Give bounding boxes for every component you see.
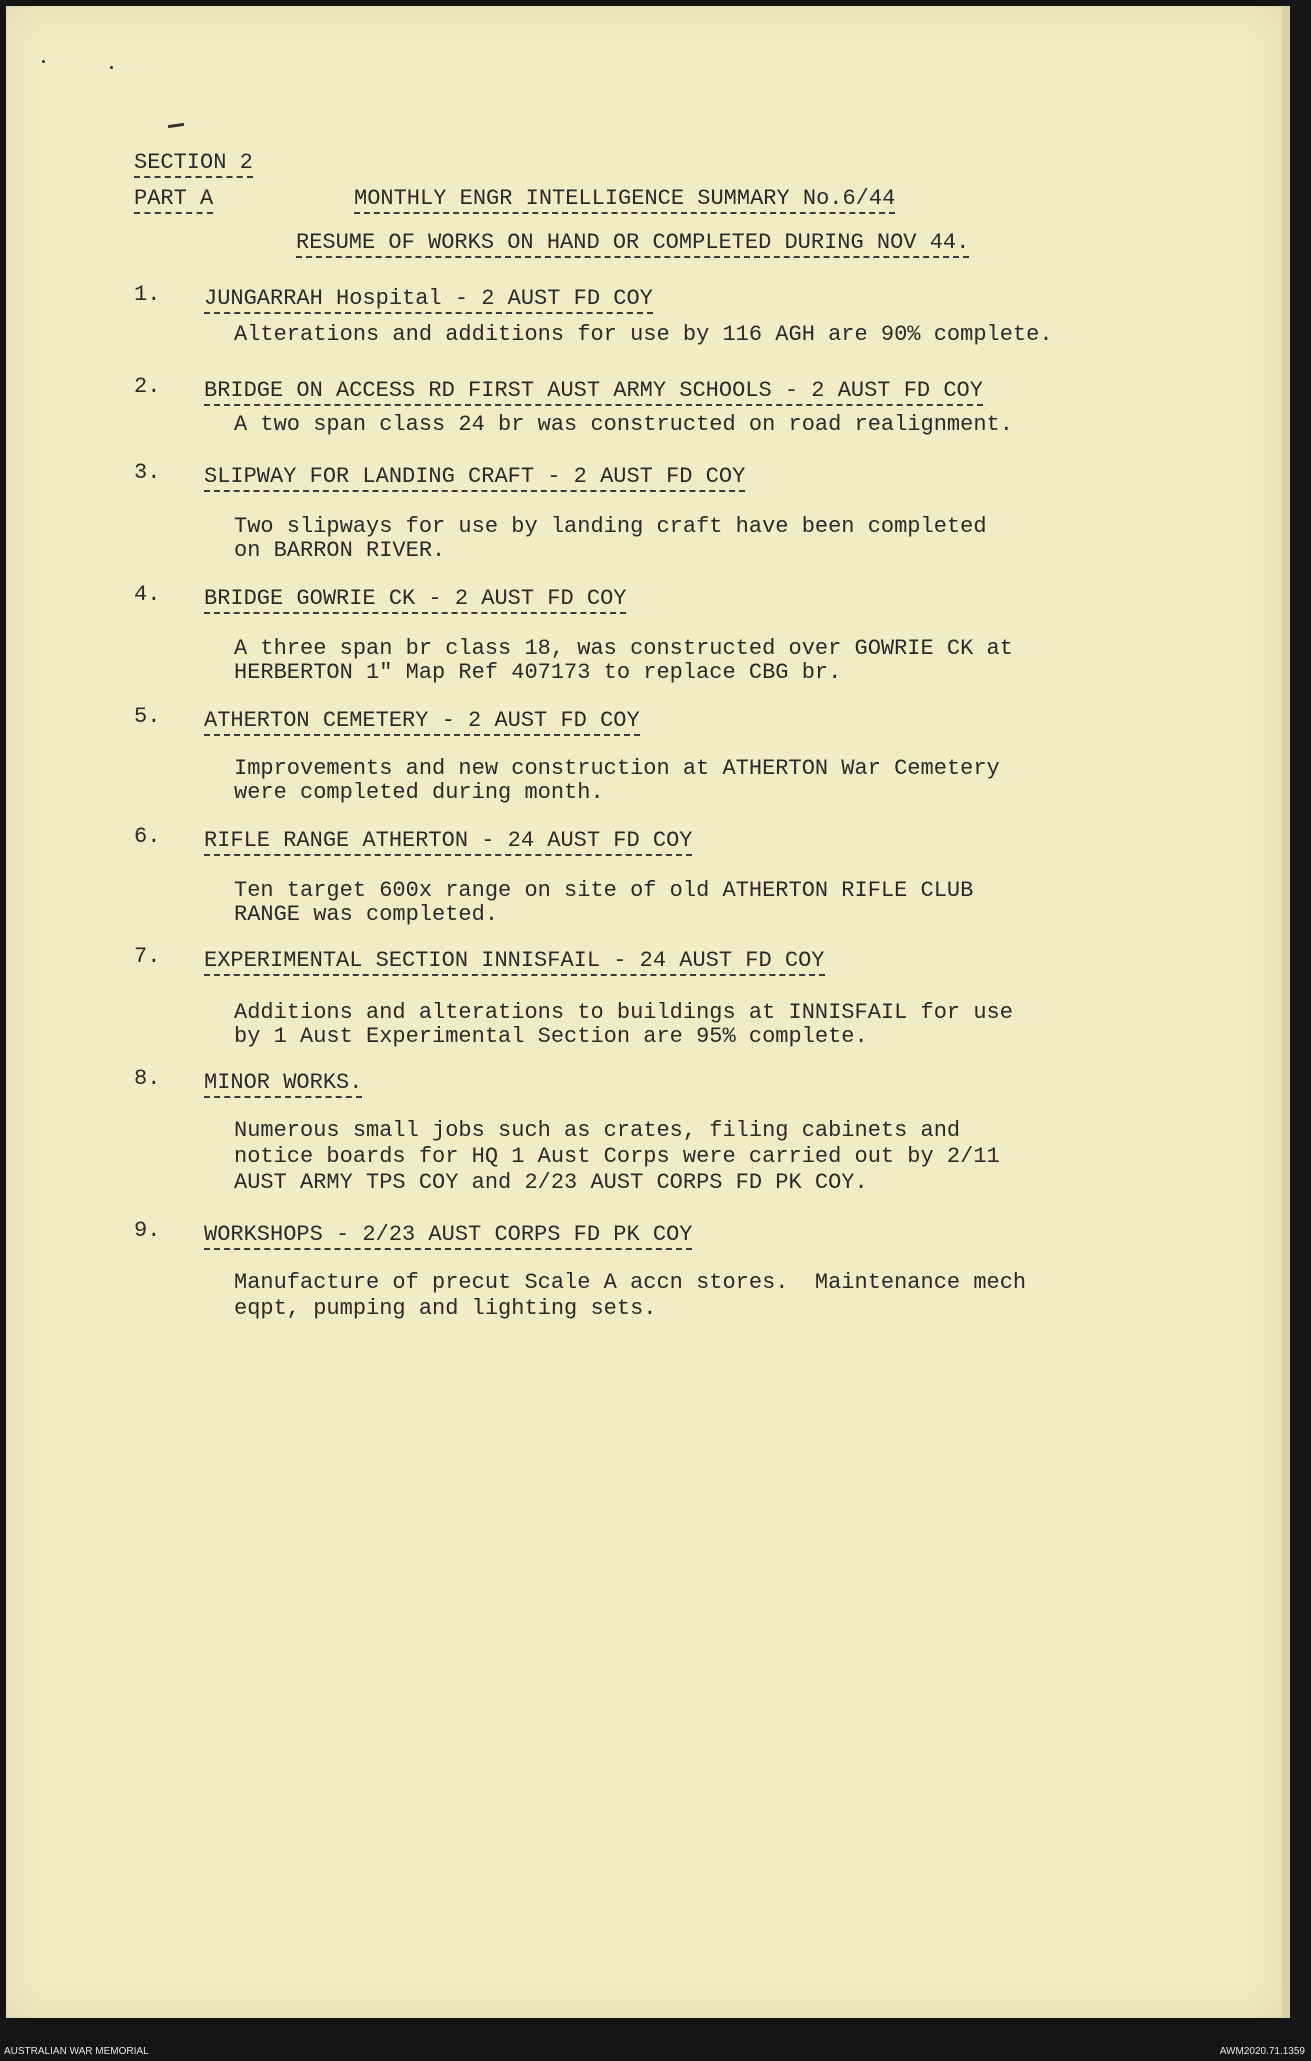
item-heading: RIFLE RANGE ATHERTON - 24 AUST FD COY	[204, 828, 692, 854]
item-number: 9.	[134, 1218, 161, 1243]
item-number: 7.	[134, 944, 161, 969]
item-text: Two slipways for use by landing craft have been completed	[234, 514, 987, 539]
item-text: eqpt, pumping and lighting sets.	[234, 1296, 657, 1321]
item-text: Numerous small jobs such as crates, filing cabinets and	[234, 1118, 961, 1143]
part-label: PART A	[134, 186, 213, 212]
item-text: Alterations and additions for use by 116 AGH are 90% complete.	[234, 322, 1053, 347]
item-heading: JUNGARRAH Hospital - 2 AUST FD COY	[204, 286, 653, 312]
item-number: 1.	[134, 282, 161, 307]
item-text: Additions and alterations to buildings at INNISFAIL for use	[234, 1000, 1013, 1025]
item-text: HERBERTON 1" Map Ref 407173 to replace CBG br.	[234, 660, 842, 685]
item-number: 4.	[134, 582, 161, 607]
item-text: RANGE was completed.	[234, 902, 499, 927]
item-text: AUST ARMY TPS COY and 2/23 AUST CORPS FD PK COY.	[234, 1170, 868, 1195]
archive-credit: AUSTRALIAN WAR MEMORIAL	[4, 2046, 149, 2057]
catalogue-number: AWM2020.71.1359	[1219, 2046, 1305, 2057]
section-label: SECTION 2	[134, 150, 253, 176]
page-edge	[1282, 6, 1290, 2018]
document-title: MONTHLY ENGR INTELLIGENCE SUMMARY No.6/44	[354, 186, 895, 212]
item-text: on BARRON RIVER.	[234, 538, 446, 563]
item-text: notice boards for HQ 1 Aust Corps were carried out by 2/11	[234, 1144, 1000, 1169]
item-text: Improvements and new construction at ATHERTON War Cemetery	[234, 756, 1000, 781]
item-text: were completed during month.	[234, 780, 604, 805]
item-heading: EXPERIMENTAL SECTION INNISFAIL - 24 AUST FD COY	[204, 948, 825, 974]
item-number: 5.	[134, 704, 161, 729]
item-text: Ten target 600x range on site of old ATHERTON RIFLE CLUB	[234, 878, 974, 903]
item-number: 2.	[134, 374, 161, 399]
speck	[42, 60, 45, 63]
document-subtitle: RESUME OF WORKS ON HAND OR COMPLETED DURING NOV 44.	[296, 230, 969, 256]
item-number: 6.	[134, 824, 161, 849]
item-text: A two span class 24 br was constructed on road realignment.	[234, 412, 1013, 437]
item-number: 3.	[134, 460, 161, 485]
item-heading: BRIDGE ON ACCESS RD FIRST AUST ARMY SCHOOLS - 2 AUST FD COY	[204, 378, 983, 404]
item-heading: MINOR WORKS.	[204, 1070, 362, 1096]
item-heading: WORKSHOPS - 2/23 AUST CORPS FD PK COY	[204, 1222, 692, 1248]
item-heading: ATHERTON CEMETERY - 2 AUST FD COY	[204, 708, 640, 734]
item-text: A three span br class 18, was constructed over GOWRIE CK at	[234, 636, 1013, 661]
item-text: by 1 Aust Experimental Section are 95% complete.	[234, 1024, 868, 1049]
item-text: Manufacture of precut Scale A accn stores. Maintenance mech	[234, 1270, 1027, 1295]
item-number: 8.	[134, 1066, 161, 1091]
speck	[110, 66, 113, 69]
item-heading: SLIPWAY FOR LANDING CRAFT - 2 AUST FD COY	[204, 464, 745, 490]
item-heading: BRIDGE GOWRIE CK - 2 AUST FD COY	[204, 586, 626, 612]
